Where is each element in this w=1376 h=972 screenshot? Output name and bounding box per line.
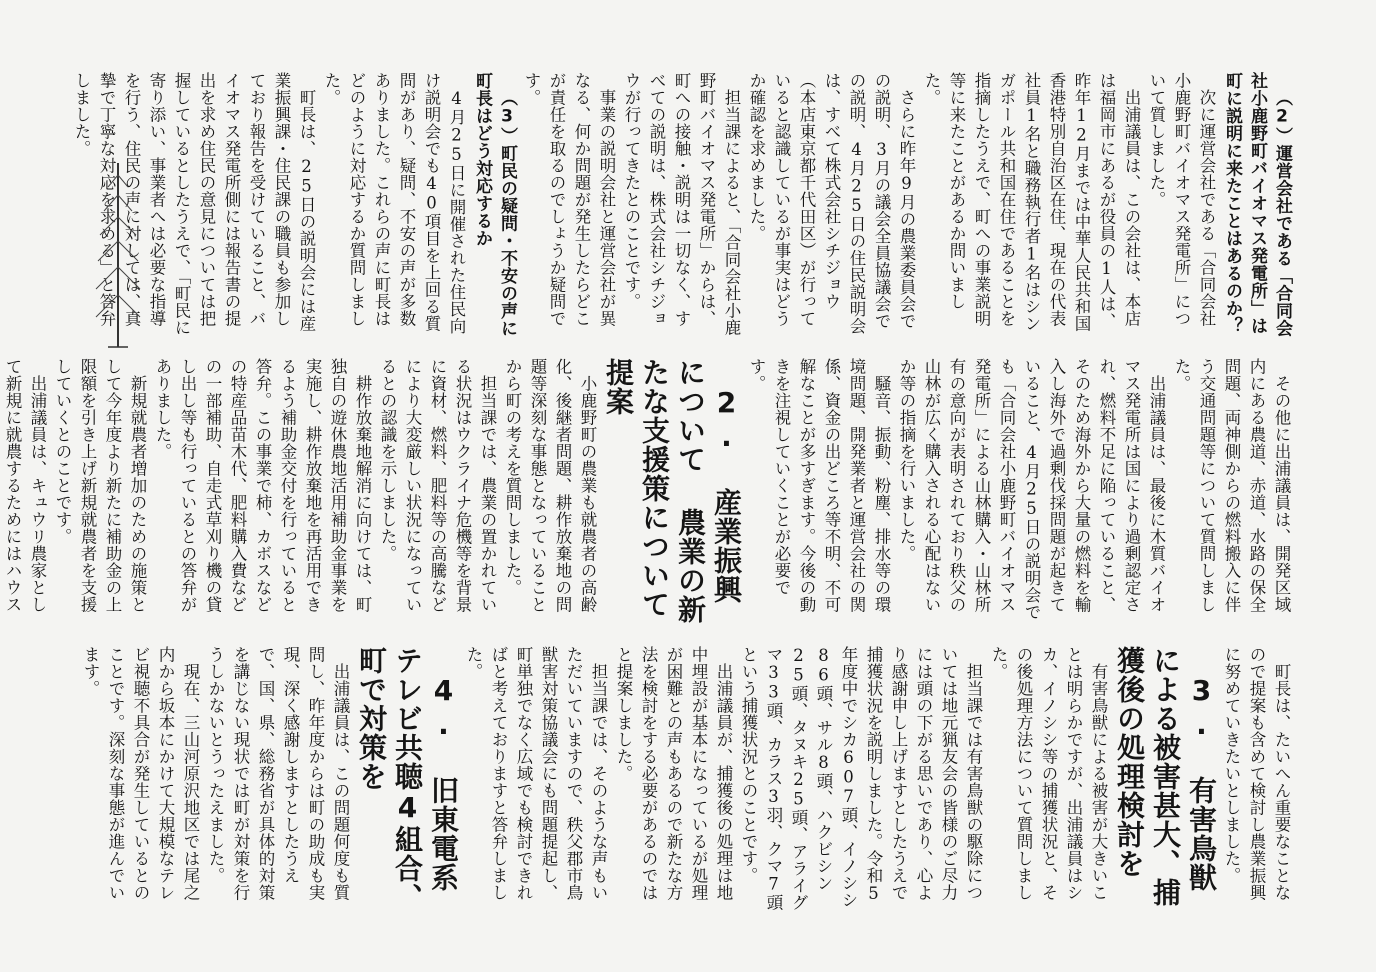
section-heading: （3）町民の疑問・不安の声に町長はどう対応するか (472, 72, 517, 337)
tree-illustration (90, 155, 146, 355)
paragraph: 4月25日に開催された住民向け説明会でも40項目を上回る質問があり、疑問、不安の声が多数ありました。これらの声に町長はどのように対応するか質問しました。 (322, 72, 466, 334)
paragraph: 現在、三山河原沢地区では尾之内から坂本にかけて大規模なテレビ視聴不具合が発生しているとのことです。深刻な事態が進んでいます。 (81, 646, 200, 901)
paragraph: 出浦議員は、この会社は、本店は福岡市にあるが役員の1人は、昨年12月までは中華人民共和国香港特別自治区在住、現在の代表社員1名と職務執行者1名はシンガポール共和国在住であることを指摘したうえで、町への事業説明等に来たことがあるか問いました。 (922, 72, 1141, 332)
paragraph: 次に運営会社である「合同会社小鹿野町バイオマス発電所」について質しました。 (1147, 72, 1216, 327)
paragraph: 担当課では、そのような声もいただいていますので、秩父郡市鳥獣害対策協議会にも問題提起し、町単独でなく広域でも検討できればと考えておりますと答弁しました。 (464, 646, 608, 901)
paragraph: 出浦議員は、この問題何度も質問し、昨年度からは町の助成も実現、深く感謝しますとしたうえで、国、県、総務省が具体的対策を講じない現状では町が対策を行うしかないとうったえました。 (206, 646, 350, 901)
middle-section (3, 358, 1294, 628)
paragraph: 担当課によると、「合同会社小鹿野町バイオマス発電所」からは、町への接触・説明は一切なく、すべての説明は、株式会社シチジョウが行ってきたとのことです。 (622, 72, 741, 336)
section-heading: （2）運営会社である「合同会社小鹿野町バイオマス発電所」は町に説明に来たことはあるのか？ (1222, 72, 1292, 337)
section-heading: 4. 旧東電系テレビ共聴4組合、町で対策を (355, 646, 460, 912)
paragraph: 町長は、たいへん重要なことなので提案も含めて検討し農業振興に努めていきたいとしました。 (1222, 646, 1291, 901)
paragraph: その他に出浦議員は、開発区域内にある農道、赤道、水路の保全問題、両神側からの燃料搬入に伴う交通問題等について質問しました。 (1172, 358, 1291, 613)
paragraph: 担当課では有害鳥獣の駆除については地元猟友会の皆様のご尽力には頭の下がる思いであり、心より感謝申し上げますとしたうえで捕獲状況を説明しました。令和5年度中でシカ607頭、イノシシ86頭、サル8頭、ハクビシン25頭、タヌキ25頭、アライグマ33頭、カラス3羽、クマ7頭という捕獲状況とのことです。 (739, 646, 983, 911)
paragraph: 騒音、振動、粉塵、排水等の環境問題、開発業者と運営会社の関係、資金の出どころ等不明、不可解なことが多すぎます。今後の動きを注視していくことが必要です。 (747, 358, 891, 613)
paragraph: 出浦議員は、最後に木質バイオマス発電所は国により過剰認定され、燃料不足に陥っていること、そのため海外から大量の燃料を輸入し海外で過剰伐採問題が起きていること、4月25日の説明会でも「合同会社小鹿野町バイオマス発電所」による山林購入・山林所有の意向が表明されており秩父の山林が広く購入される心配はないか等の指摘を行いました。 (897, 358, 1166, 621)
paragraph: さらに昨年9月の農業委員会での説明、3月の議会全員協議会での説明、4月25日の住民説明会は、すべて株式会社シチジョウ（本店東京都千代田区）が行っていると認識しているが事実はどうか確認を求めました。 (747, 72, 916, 335)
paragraph: 有害鳥獣による被害が大きいことは明らかですが、出浦議員はシカ、イノシシ等の捕獲状況と、その後処理方法について質問しました。 (989, 646, 1108, 901)
paragraph: 出浦議員が、捕獲後の処理は地中埋設が基本になっているが処理が困難との声もあるので新たな方法を検討をする必要があるのではと提案しました。 (614, 646, 733, 901)
paragraph: 耕作放棄地解消に向けては、町独自の遊休農地活用補助金事業を実施し、耕作放棄地を再活用できるよう補助金交付を行っていると答弁。この事業で柿、カボスなどの特産品苗木代、肥料購入費などの一部補助、自走式草刈り機の貸し出し等も行っているとの答弁がありました。 (153, 358, 372, 613)
paragraph: 事業の説明会社と運営会社が異なる、何か問題が発生したらどこが責任を取るのでしょうか疑問です。 (522, 72, 616, 327)
section-heading: 2. 産業振興について 農業の新たな支援策について提案 (602, 358, 743, 624)
paragraph: 出浦議員は、キュウリ農家として新規に就農するためにはハウス (3, 358, 47, 613)
paragraph: 新規就農者増加のための施策として今年度より新たに補助金の上限額を引き上げ新規就農者を支援していくとのことです。 (53, 358, 147, 613)
paragraph: 町長は、25日の説明会には産業振興課・住民課の職員も参加しており報告を受けていること、バイオマス発電所側には報告書の提出を求め住民の意見については把握しているとしたうえで、「町民に寄り添い、事業者へは必要な指導を行う、住民の声に対しては、真摯で丁寧な対応を求める」と答弁しました。 (72, 72, 316, 336)
paragraph: 担当課では、農業の置かれている状況はウクライナ危機等を背景に資材、燃料、肥料等の高騰などにより大変厳しい状況になっているとの認識を示しました。 (378, 358, 497, 613)
section-heading: 3. 有害鳥獣による被害甚大、捕獲後の処理検討を (1113, 646, 1218, 907)
top-section (72, 72, 1294, 342)
bottom-section (81, 646, 1294, 916)
paragraph: 小鹿野町の農業も就農者の高齢化、後継者問題、耕作放棄地の問題等深刻な事態となっていることから町の考えを質問しました。 (503, 358, 597, 613)
